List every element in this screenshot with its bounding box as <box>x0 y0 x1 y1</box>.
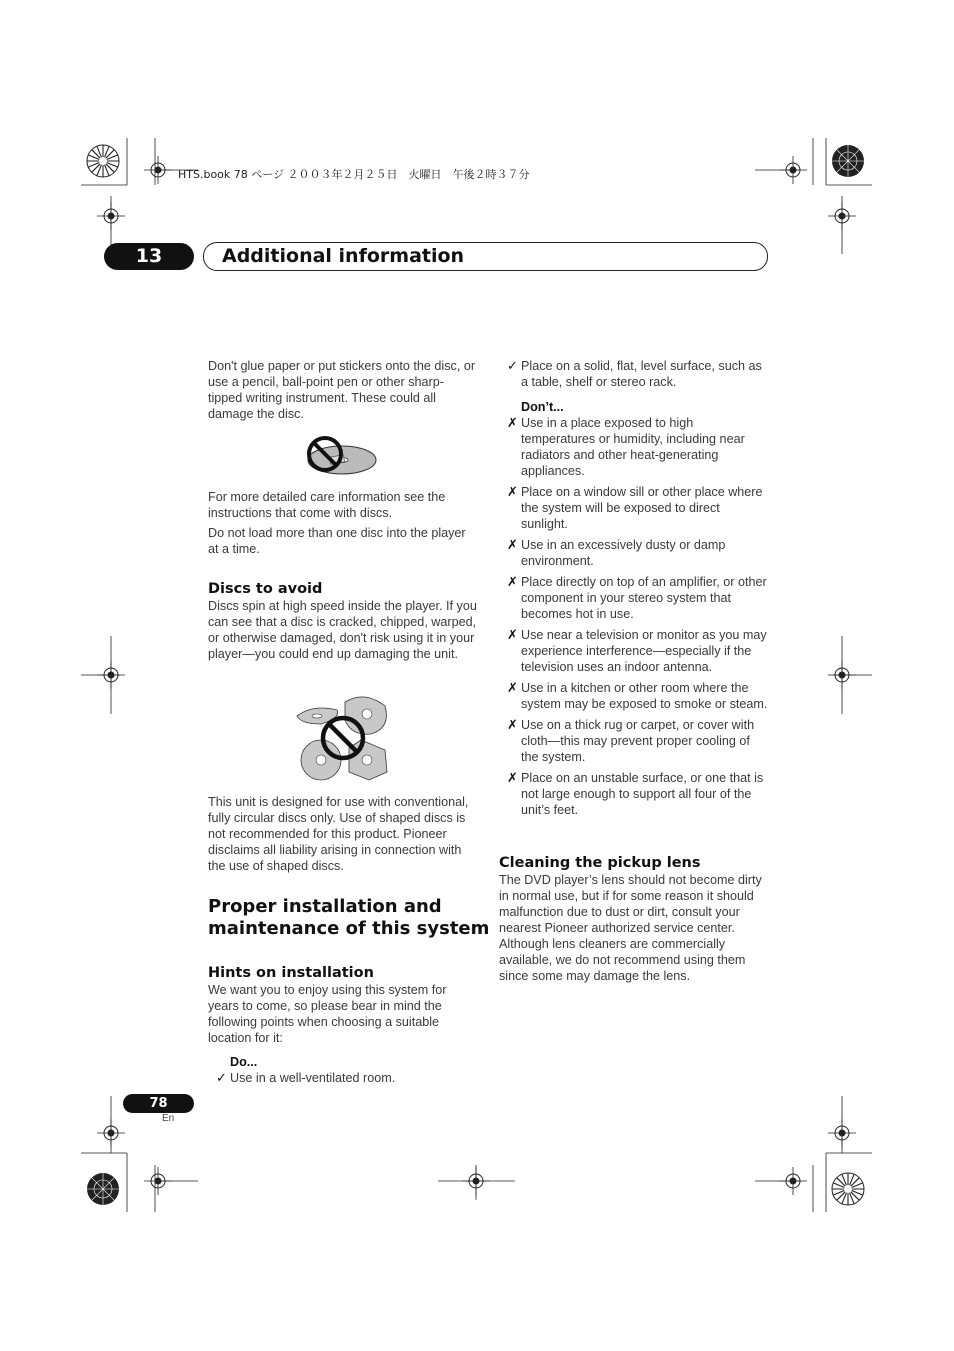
hints-text: We want you to enjoy using this system for years to come, so please bear in mind the following points when choosing a suitable location for it: <box>208 983 447 1045</box>
check-icon: ✓ <box>216 1070 227 1085</box>
do-label: Do... <box>230 1055 258 1069</box>
cross-icon: ✗ <box>507 574 518 589</box>
do-item <box>208 1070 478 1086</box>
cross-icon: ✗ <box>507 484 518 499</box>
page-language: En <box>162 1113 175 1124</box>
chapter-number: 13 <box>104 243 194 270</box>
sticker-warning: Don't glue paper or put stickers onto the disc, or use a pencil, ball-point pen or other sharp-tipped writing instrument. These could all damage the disc. <box>208 359 476 421</box>
do-item-text: Use in a well-ventilated room. <box>230 1071 396 1085</box>
left-column <box>208 358 478 422</box>
dont-item <box>499 574 769 622</box>
dont-item-text: Use in a place exposed to high temperatures or humidity, including near radiators and other heat-generating appliances. <box>521 416 745 478</box>
dont-item-text: Use in an excessively dusty or damp environment. <box>521 538 726 568</box>
installation-section-heading <box>208 896 498 940</box>
cross-icon: ✗ <box>507 717 518 732</box>
no-stickers-disc-illustration <box>300 432 380 480</box>
do-item <box>499 358 769 390</box>
cleaning-lens-heading: Cleaning the pickup lens <box>499 855 701 871</box>
dont-item <box>499 717 769 765</box>
dont-item <box>499 484 769 532</box>
one-disc-text: Do not load more than one disc into the player at a time. <box>208 526 466 556</box>
dont-item <box>499 415 769 479</box>
right-column <box>499 358 769 818</box>
dont-item <box>499 537 769 569</box>
cross-icon: ✗ <box>507 627 518 642</box>
dont-item <box>499 680 769 712</box>
dont-item-text: Place directly on top of an amplifier, or other component in your stereo system that becomes hot in use. <box>521 575 767 621</box>
dont-item-text: Use near a television or monitor as you may experience interference—especially if the television uses an indoor antenna. <box>521 628 767 674</box>
cross-icon: ✗ <box>507 537 518 552</box>
dont-item-text: Use on a thick rug or carpet, or cover with cloth—this may prevent proper cooling of the system. <box>521 718 755 764</box>
discs-to-avoid-heading: Discs to avoid <box>208 581 323 597</box>
page-number: 78 <box>123 1094 194 1113</box>
chapter-title: Additional information <box>222 245 465 267</box>
print-header: HTS.book 78 ページ ２００３年２月２５日 火曜日 午後２時３７分 <box>178 168 530 181</box>
cross-icon: ✗ <box>507 415 518 430</box>
care-info-text: For more detailed care information see the instructions that come with discs. <box>208 490 446 520</box>
dont-label: Don’t... <box>521 400 564 414</box>
dont-item-text: Use in a kitchen or other room where the system may be exposed to smoke or steam. <box>521 681 768 711</box>
installation-heading-line-2: maintenance of this system <box>208 918 490 939</box>
check-icon: ✓ <box>507 358 518 373</box>
dont-item-text: Place on a window sill or other place where the system will be exposed to direct sunlight. <box>521 485 763 531</box>
do-item-text: Place on a solid, flat, level surface, such as a table, shelf or stereo rack. <box>521 359 762 389</box>
shaped-discs-text: This unit is designed for use with conventional, fully circular discs only. Use of shaped discs is not recommended for this product. Pioneer disclaims all liability arising in connection with the use of shaped discs. <box>208 795 469 873</box>
dont-item <box>499 627 769 675</box>
dont-item <box>499 770 769 818</box>
cross-icon: ✗ <box>507 680 518 695</box>
cleaning-lens-text: The DVD player’s lens should not become dirty in normal use, but if for some reason it should malfunction due to dust or dirt, consult your nearest Pioneer authorized service center. Although lens cleaners are commercially available, we do not recommend using them since some may damage the lens. <box>499 873 762 983</box>
damaged-discs-illustration <box>293 690 389 784</box>
dont-item-text: Place on an unstable surface, or one that is not large enough to support all four of the unit’s feet. <box>521 771 764 817</box>
installation-heading-line-1: Proper installation and <box>208 896 442 917</box>
cross-icon: ✗ <box>507 770 518 785</box>
hints-heading: Hints on installation <box>208 965 374 981</box>
discs-to-avoid-text: Discs spin at high speed inside the player. If you can see that a disc is cracked, chipped, warped, or otherwise damaged, don't risk using it in your player—you could end up damaging the unit. <box>208 599 477 661</box>
